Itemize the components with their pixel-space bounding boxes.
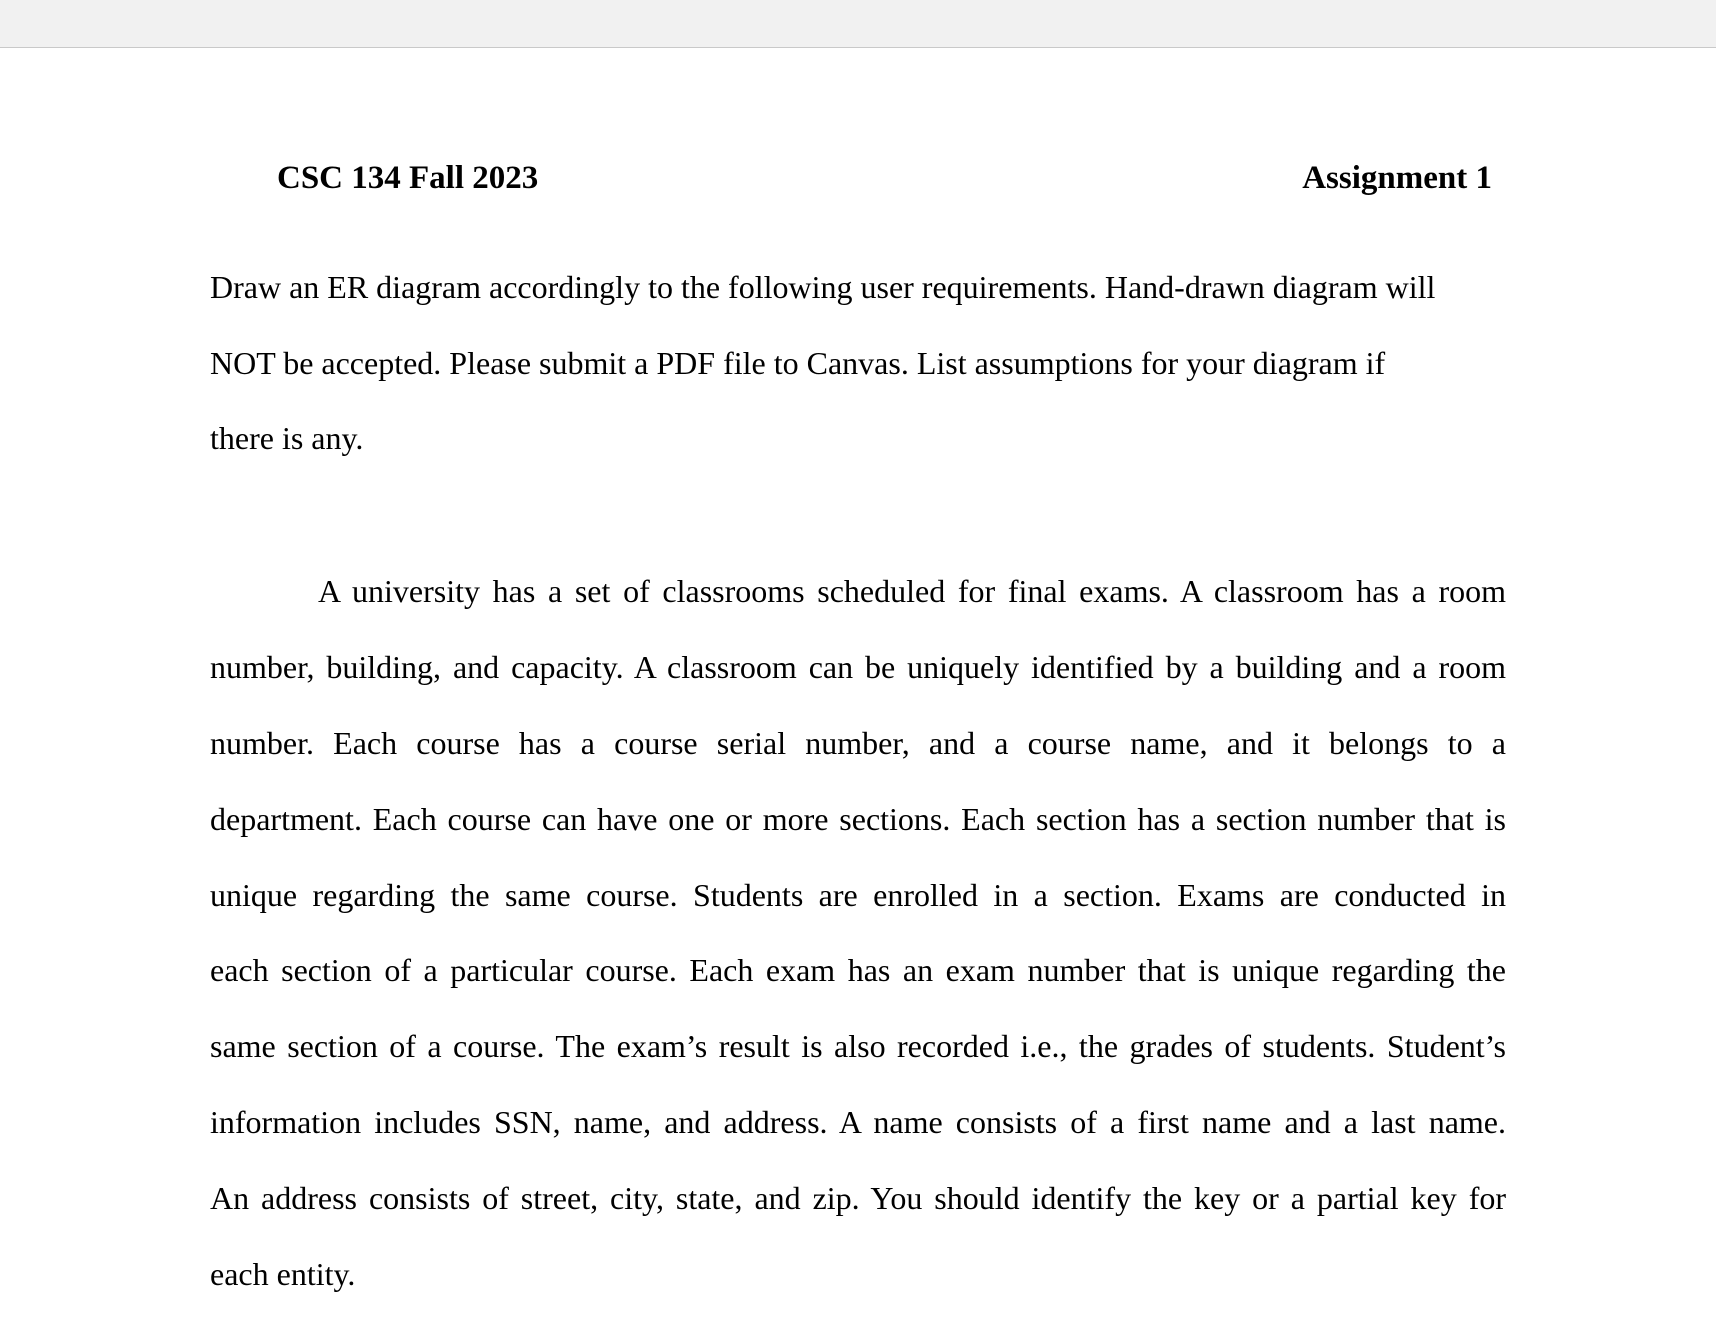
requirement-line: number. Each course has a course serial number, and a course name, and it belongs to a <box>210 725 1506 761</box>
instruction-line: there is any. <box>210 420 364 456</box>
requirement-line: same section of a course. The exam’s result is also recorded i.e., the grades of students. Student’s <box>210 1028 1506 1064</box>
instruction-line: NOT be accepted. Please submit a PDF file to Canvas. List assumptions for your diagram if <box>210 345 1386 381</box>
requirement-line: each section of a particular course. Each exam has an exam number that is unique regarding the <box>210 952 1506 988</box>
window-toolbar <box>0 0 1716 48</box>
instruction-line: Draw an ER diagram accordingly to the following user requirements. Hand-drawn diagram will <box>210 269 1436 305</box>
requirement-line: information includes SSN, name, and address. A name consists of a first name and a last name. <box>210 1104 1506 1140</box>
requirement-line: A university has a set of classrooms scheduled for final exams. A classroom has a room <box>318 573 1506 609</box>
requirement-line: unique regarding the same course. Students are enrolled in a section. Exams are conducted in <box>210 877 1506 913</box>
assignment-header: Assignment 1 <box>1302 160 1492 196</box>
requirement-line: department. Each course can have one or more sections. Each section has a section number that is <box>210 801 1506 837</box>
requirement-line: each entity. <box>210 1256 356 1292</box>
course-header: CSC 134 Fall 2023 <box>277 160 539 196</box>
requirement-line: number, building, and capacity. A classroom can be uniquely identified by a building and a room <box>210 649 1506 685</box>
requirement-line: An address consists of street, city, state, and zip. You should identify the key or a partial key for <box>210 1180 1506 1216</box>
